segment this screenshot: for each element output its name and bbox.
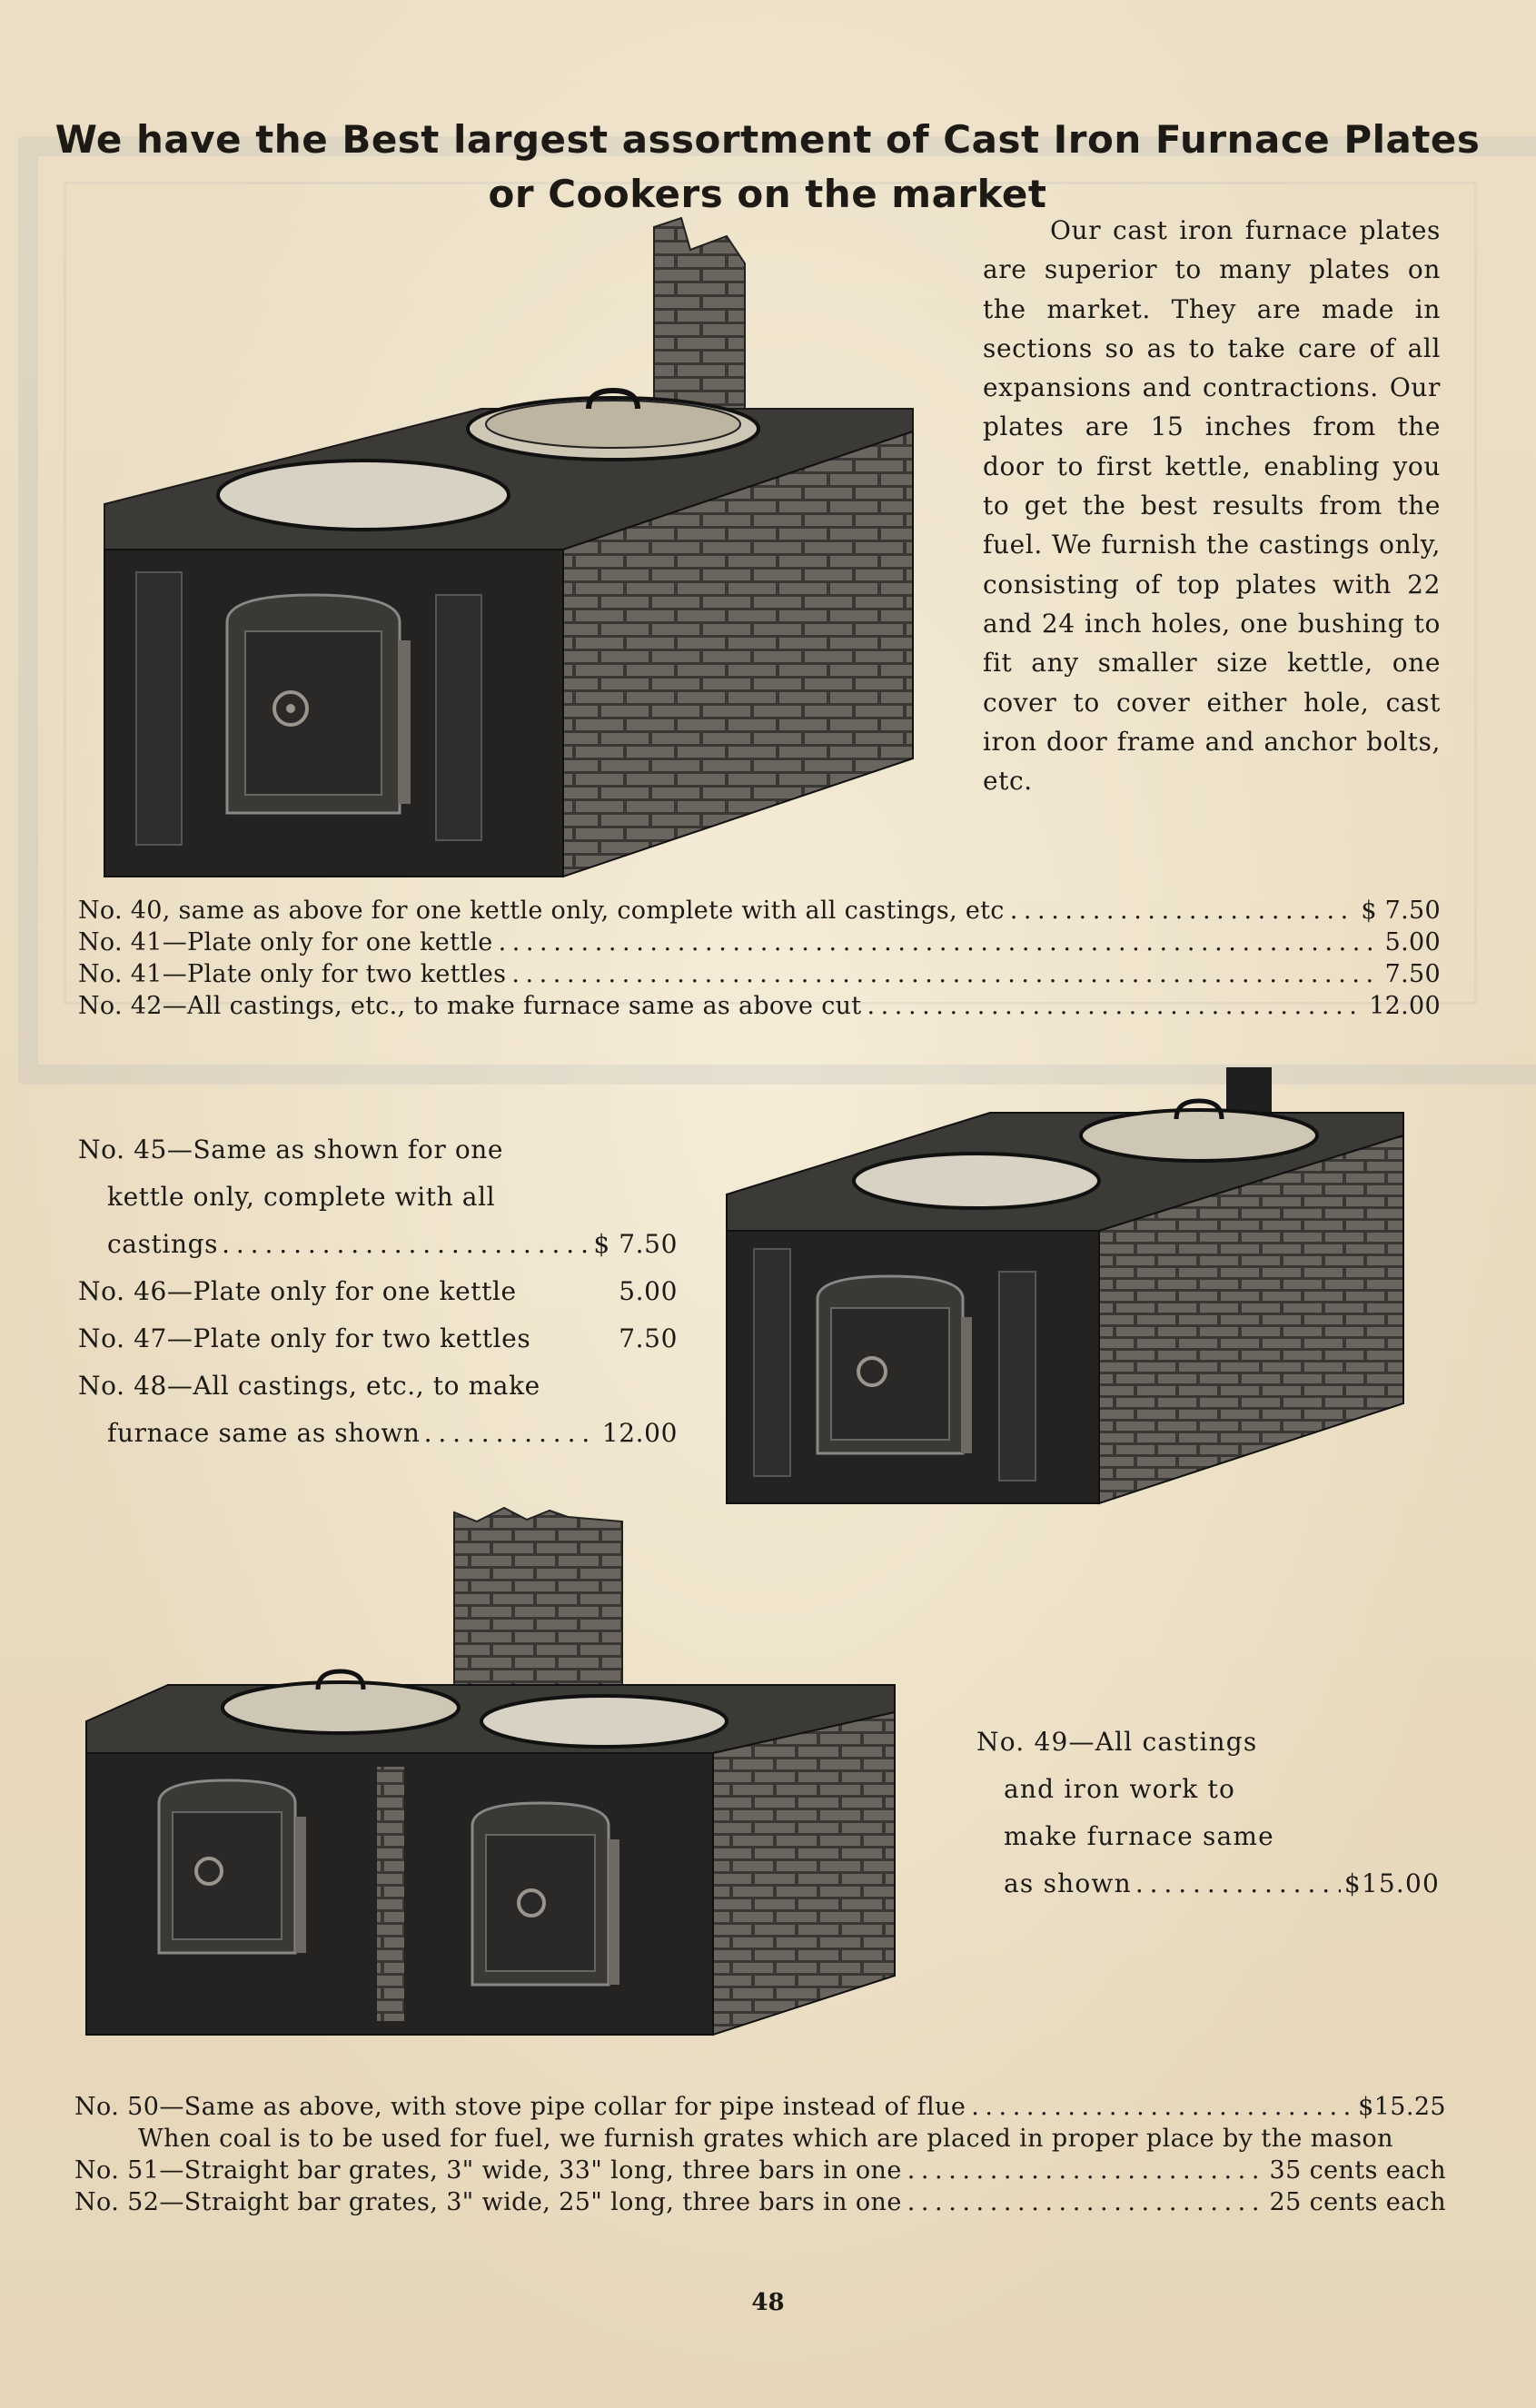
item-48-line-2: furnace same as shown (107, 1418, 421, 1448)
page-heading (55, 113, 1481, 222)
item-46-price: 5.00 (619, 1276, 678, 1306)
price-desc: No. 42—All castings, etc., to make furnace same as above cut (78, 992, 862, 1020)
price-row-no-40 (78, 895, 1441, 927)
price-desc: No. 50—Same as above, with stove pipe collar for pipe instead of flue (74, 2093, 966, 2121)
item-49-line-3: make furnace same (1004, 1821, 1274, 1851)
price-amount: $ 7.50 (1361, 897, 1441, 925)
item-49-line-4: as shown (1004, 1868, 1132, 1898)
heading-line-2: or Cookers on the market (488, 172, 1047, 217)
price-list-1 (78, 895, 1441, 1022)
item-46-desc: No. 46—Plate only for one kettle (78, 1276, 517, 1306)
item-49-line-1: No. 49—All castings (976, 1727, 1258, 1757)
item-45-line-3: castings (107, 1229, 219, 1259)
price-amount: $15.25 (1358, 2093, 1446, 2121)
price-row-no-51 (74, 2155, 1446, 2186)
item-45-price: $ 7.50 (593, 1229, 678, 1259)
price-desc: No. 40, same as above for one kettle only, complete with all castings, etc (78, 897, 1005, 925)
price-row-no-52 (74, 2186, 1446, 2218)
price-row-no-50 (74, 2091, 1446, 2123)
price-amount: 5.00 (1384, 928, 1441, 956)
intro-text: Our cast iron furnace plates are superior to many plates on the market. They are made in sections so as to take care of all expansions and contractions. Our plates are 15 inches from the door to first kettle, enabling you to get the best results from the fuel. We furnish the castings only, consisting of top plates with 22 and 24 inch holes, one bushing to fit any smaller size kettle, one cover to cover either hole, cast iron door frame and anchor bolts, etc. (983, 215, 1441, 797)
furnace-illustration-two-kettle-flue (91, 213, 927, 886)
page-number: 48 (751, 2289, 785, 2316)
item-49-price: $15.00 (1343, 1868, 1440, 1898)
furnace-illustration-pipe-collar (718, 1054, 1408, 1517)
item-47-price: 7.50 (619, 1323, 678, 1353)
price-desc: No. 52—Straight bar grates, 3" wide, 25" long, three bars in one (74, 2188, 902, 2216)
item-45-line-2: kettle only, complete with all (107, 1182, 496, 1212)
intro-paragraph (983, 211, 1441, 800)
coal-note: When coal is to be used for fuel, we furnish grates which are placed in proper place by the mason (138, 2125, 1393, 2153)
price-amount: 35 cents each (1269, 2156, 1446, 2185)
furnace-illustration-double-door (77, 1503, 908, 2044)
item-48-line-1: No. 48—All castings, etc., to make (78, 1371, 540, 1401)
item-49-note (976, 1719, 1440, 1908)
bottom-price-list (74, 2091, 1446, 2218)
price-desc: No. 51—Straight bar grates, 3" wide, 33" long, three bars in one (74, 2156, 902, 2185)
heading-line-1: We have the Best largest assortment of Cast Iron Furnace Plates (55, 117, 1481, 163)
item-49-line-2: and iron work to (1004, 1774, 1236, 1804)
item-47-desc: No. 47—Plate only for two kettles (78, 1323, 531, 1353)
price-row-no-41-one (78, 927, 1441, 958)
price-desc: No. 41—Plate only for one kettle (78, 928, 493, 956)
item-45-line-1: No. 45—Same as shown for one (78, 1135, 504, 1164)
price-row-no-41-two (78, 958, 1441, 990)
price-row-no-42 (78, 990, 1441, 1022)
price-amount: 7.50 (1384, 960, 1441, 988)
price-amount: 12.00 (1369, 992, 1441, 1020)
price-list-2 (78, 1126, 678, 1457)
item-48-price: 12.00 (601, 1418, 678, 1448)
price-amount: 25 cents each (1269, 2188, 1446, 2216)
price-desc: No. 41—Plate only for two kettles (78, 960, 507, 988)
